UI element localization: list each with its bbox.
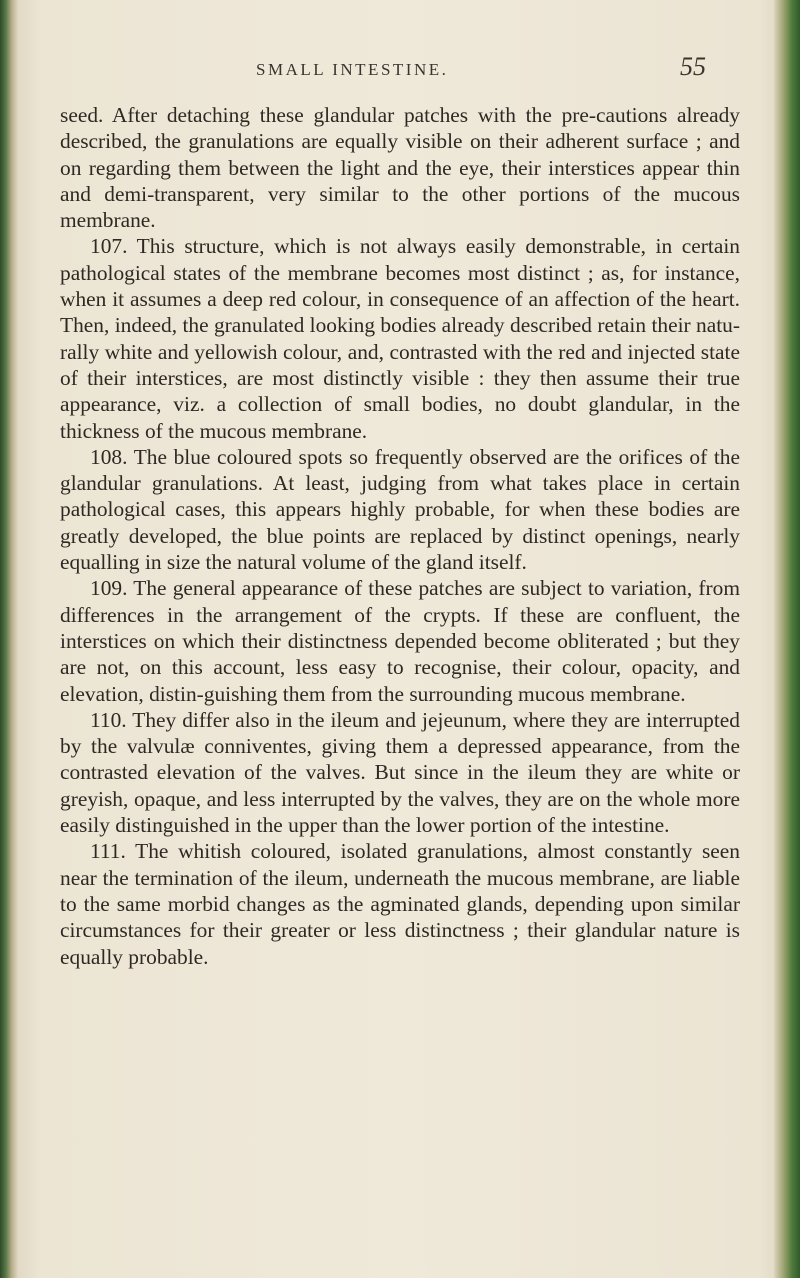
paragraph-text: seed. After detaching these glandular patches with the pre-cautions already described, the granulations are equally visible on their adherent surface ; and on regarding them between the light and the eye, their interstices appear thin and demi-transparent, very similar to the other portions of the mucous membrane. <box>60 103 740 233</box>
page-edge-right <box>774 0 800 1278</box>
paragraph-text: This structure, which is not always easily demonstrable, in certain pathological states of the membrane becomes most distinct ; as, for instance, when it assumes a deep red colour, in consequence of an affection of the heart. Then, indeed, the granulated looking bodies already described retain their natu-rally white and yellowish colour, and, contrasted with the red and injected state of their interstices, are most distinctly visible : they then assume their true appearance, viz. a collection of small bodies, no doubt glandular, in the thickness of the mucous membrane. <box>60 234 740 443</box>
running-head: SMALL INTESTINE. <box>256 60 449 79</box>
paragraph-text: The whitish coloured, isolated granulations, almost constantly seen near the termination of the ileum, underneath the mucous membrane, are liable to the same morbid changes as the agminated glands, depending upon similar circumstances for their greater or less distinctness ; their glandular nature is equally probable. <box>60 839 740 969</box>
paragraph-continued <box>60 102 740 233</box>
paragraph-111 <box>60 838 740 969</box>
paragraph-108 <box>60 444 740 575</box>
paragraph-109 <box>60 575 740 706</box>
paragraph-number: 108. <box>90 444 128 469</box>
body-text <box>60 102 740 970</box>
paragraph-110 <box>60 707 740 838</box>
paragraph-number: 110. <box>90 707 127 732</box>
page-number: 55 <box>680 52 706 81</box>
page-binding-edge-left <box>0 0 18 1278</box>
paragraph-number: 107. <box>90 234 128 259</box>
paragraph-number: 111. <box>90 839 126 864</box>
paragraph-text: They differ also in the ileum and jejeunum, where they are interrupted by the valvulæ conniventes, giving them a depressed appearance, from the contrasted elevation of the valves. But since in the ileum they are white or greyish, opaque, and less interrupted by the valves, they are on the whole more easily distinguished in the upper than the lower portion of the intestine. <box>60 707 740 838</box>
page-header <box>96 52 736 92</box>
paragraph-107 <box>60 233 740 443</box>
paragraph-text: The general appearance of these patches are subject to variation, from differences in the arrangement of the crypts. If these are confluent, the interstices on which their distinctness depended become obliterated ; but they are not, on this account, less easy to recognise, their colour, opacity, and elevation, distin-guishing them from the surrounding mucous membrane. <box>60 576 740 706</box>
paragraph-text: The blue coloured spots so frequently observed are the orifices of the glandular granulations. At least, judging from what takes place in certain pathological cases, this appears highly probable, for when these bodies are greatly developed, the blue points are replaced by distinct openings, nearly equalling in size the natural volume of the gland itself. <box>60 444 740 575</box>
paragraph-number: 109. <box>90 576 128 601</box>
